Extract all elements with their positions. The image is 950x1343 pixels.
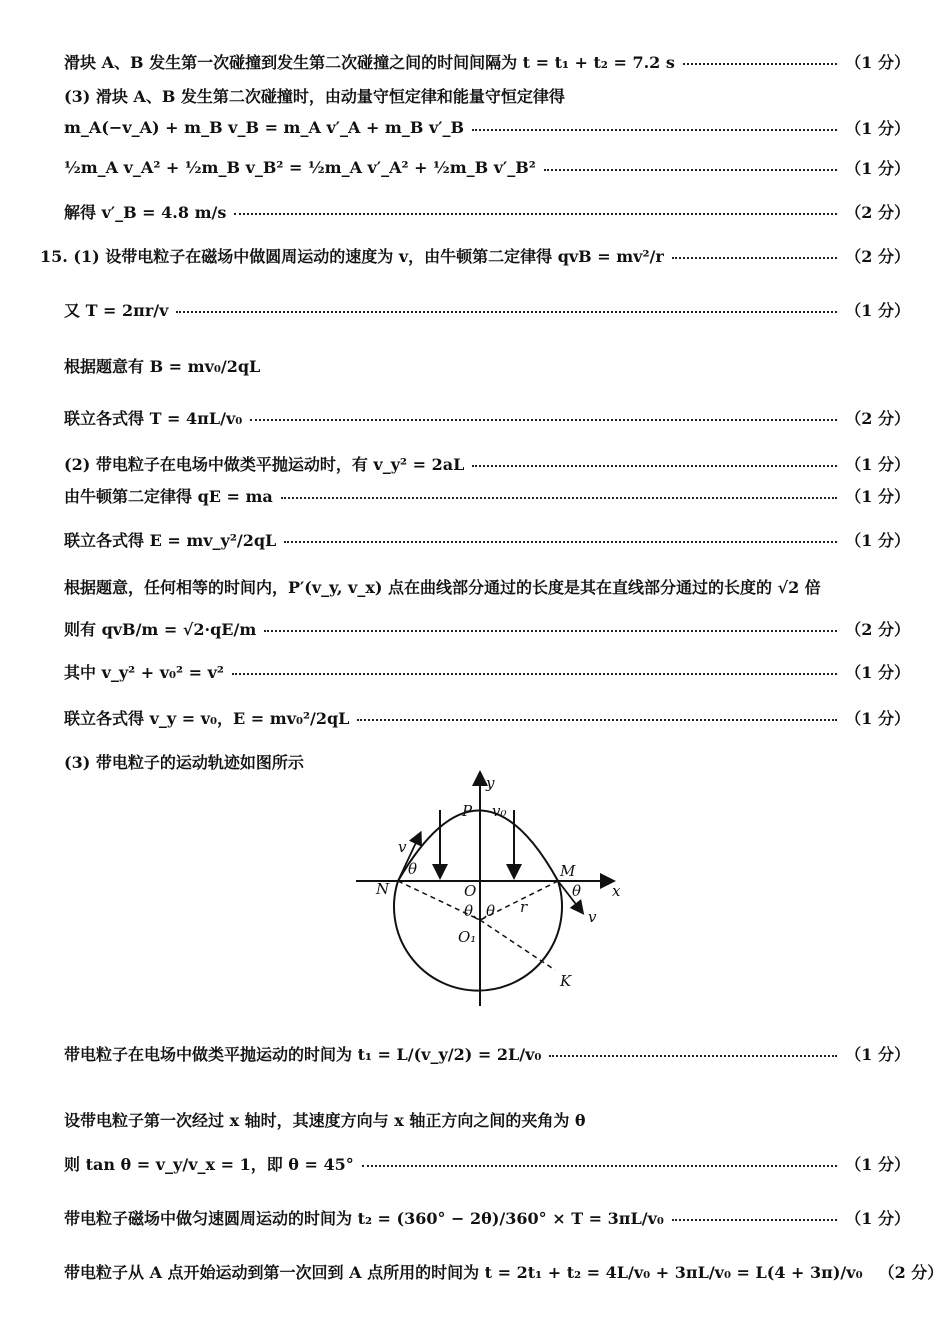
diagram-label: θ	[464, 902, 474, 920]
leader-dots	[472, 465, 837, 467]
leader-dots	[232, 673, 837, 675]
solution-line: 根据题意有 B = mv₀/2qL	[64, 357, 261, 376]
solution-line: 由牛顿第二定律得 qE = ma （1 分）	[64, 487, 910, 506]
leader-dots	[672, 1219, 837, 1221]
diagram-label: θ	[572, 882, 582, 900]
radius-dash	[480, 920, 555, 970]
diagram-label: x	[612, 882, 621, 900]
solution-line: 联立各式得 v_y = v₀，E = mv₀²/2qL （1 分）	[64, 709, 910, 728]
diagram-label: v₀	[492, 802, 507, 820]
solution-line: (2) 带电粒子在电场中做类平抛运动时，有 v_y² = 2aL （1 分）	[64, 455, 910, 474]
diagram-label: v	[398, 838, 407, 856]
diagram-label: θ	[408, 860, 418, 878]
leader-dots	[357, 719, 837, 721]
leader-dots	[544, 169, 837, 171]
diagram-label: K	[560, 972, 572, 990]
solution-line: 设带电粒子第一次经过 x 轴时，其速度方向与 x 轴正方向之间的夹角为 θ	[64, 1111, 586, 1130]
diagram-label: N	[376, 880, 390, 898]
leader-dots	[683, 63, 837, 65]
solution-line: 带电粒子磁场中做匀速圆周运动的时间为 t₂ = (360° − 2θ)/360° × T = 3πL/v₀ （1 分）	[64, 1209, 910, 1228]
circle-arc	[394, 881, 562, 991]
leader-dots	[549, 1055, 837, 1057]
parabola-arc	[398, 811, 558, 882]
solution-line: 根据题意，任何相等的时间内，P′(v_y, v_x) 点在曲线部分通过的长度是其在直线部分通过的长度的 √2 倍	[64, 578, 821, 597]
diagram-label: M	[560, 862, 576, 880]
trajectory-diagram	[350, 770, 630, 1030]
solution-line: m_A(−v_A) + m_B v_B = m_A v′_A + m_B v′_B （1 分）	[64, 118, 910, 138]
leader-dots	[264, 630, 837, 632]
solution-line: 解得 v′_B = 4.8 m/s （2 分）	[64, 203, 910, 222]
leader-dots	[234, 213, 837, 215]
diagram-label: O	[464, 882, 477, 900]
solution-line: 则有 qvB/m = √2·qE/m （2 分）	[64, 620, 910, 639]
leader-dots	[672, 257, 838, 259]
leader-dots	[281, 497, 837, 499]
leader-dots	[362, 1165, 838, 1167]
leader-dots	[472, 129, 837, 131]
diagram-label: r	[520, 898, 528, 916]
solution-line: 其中 v_y² + v₀² = v² （1 分）	[64, 663, 910, 682]
solution-line: 又 T = 2πr/v （1 分）	[64, 301, 910, 320]
problem-15-line: 15. (1) 设带电粒子在磁场中做圆周运动的速度为 v，由牛顿第二定律得 qvB = mv²/r （2 分）	[40, 247, 910, 266]
solution-line: 则 tan θ = v_y/v_x = 1，即 θ = 45° （1 分）	[64, 1155, 910, 1174]
solution-line: (3) 滑块 A、B 发生第二次碰撞时，由动量守恒定律和能量守恒定律得	[64, 87, 565, 106]
diagram-label: θ	[486, 902, 496, 920]
solution-line: 联立各式得 E = mv_y²/2qL （1 分）	[64, 531, 910, 550]
diagram-label: P	[462, 802, 473, 820]
leader-dots	[250, 419, 837, 421]
solution-line: ½m_A v_A² + ½m_B v_B² = ½m_A v′_A² + ½m_B v′_B² （1 分）	[64, 158, 910, 178]
diagram-label: y	[486, 774, 495, 792]
diagram-label: v	[588, 908, 597, 926]
solution-line: 联立各式得 T = 4πL/v₀ （2 分）	[64, 409, 910, 428]
diagram-label: O₁	[458, 928, 477, 946]
solution-line: (3) 带电粒子的运动轨迹如图所示	[64, 753, 304, 772]
solution-line: 滑块 A、B 发生第一次碰撞到发生第二次碰撞之间的时间间隔为 t = t₁ + t₂ = 7.2 s （1 分）	[64, 53, 910, 72]
leader-dots	[284, 541, 837, 543]
solution-line: 带电粒子从 A 点开始运动到第一次回到 A 点所用的时间为 t = 2t₁ + t₂ = 4L/v₀ + 3πL/v₀ = L(4 + 3π)/v₀ （2 分）	[64, 1263, 944, 1282]
leader-dots	[176, 311, 837, 313]
solution-line: 带电粒子在电场中做类平抛运动的时间为 t₁ = L/(v_y/2) = 2L/v₀ （1 分）	[64, 1045, 910, 1064]
